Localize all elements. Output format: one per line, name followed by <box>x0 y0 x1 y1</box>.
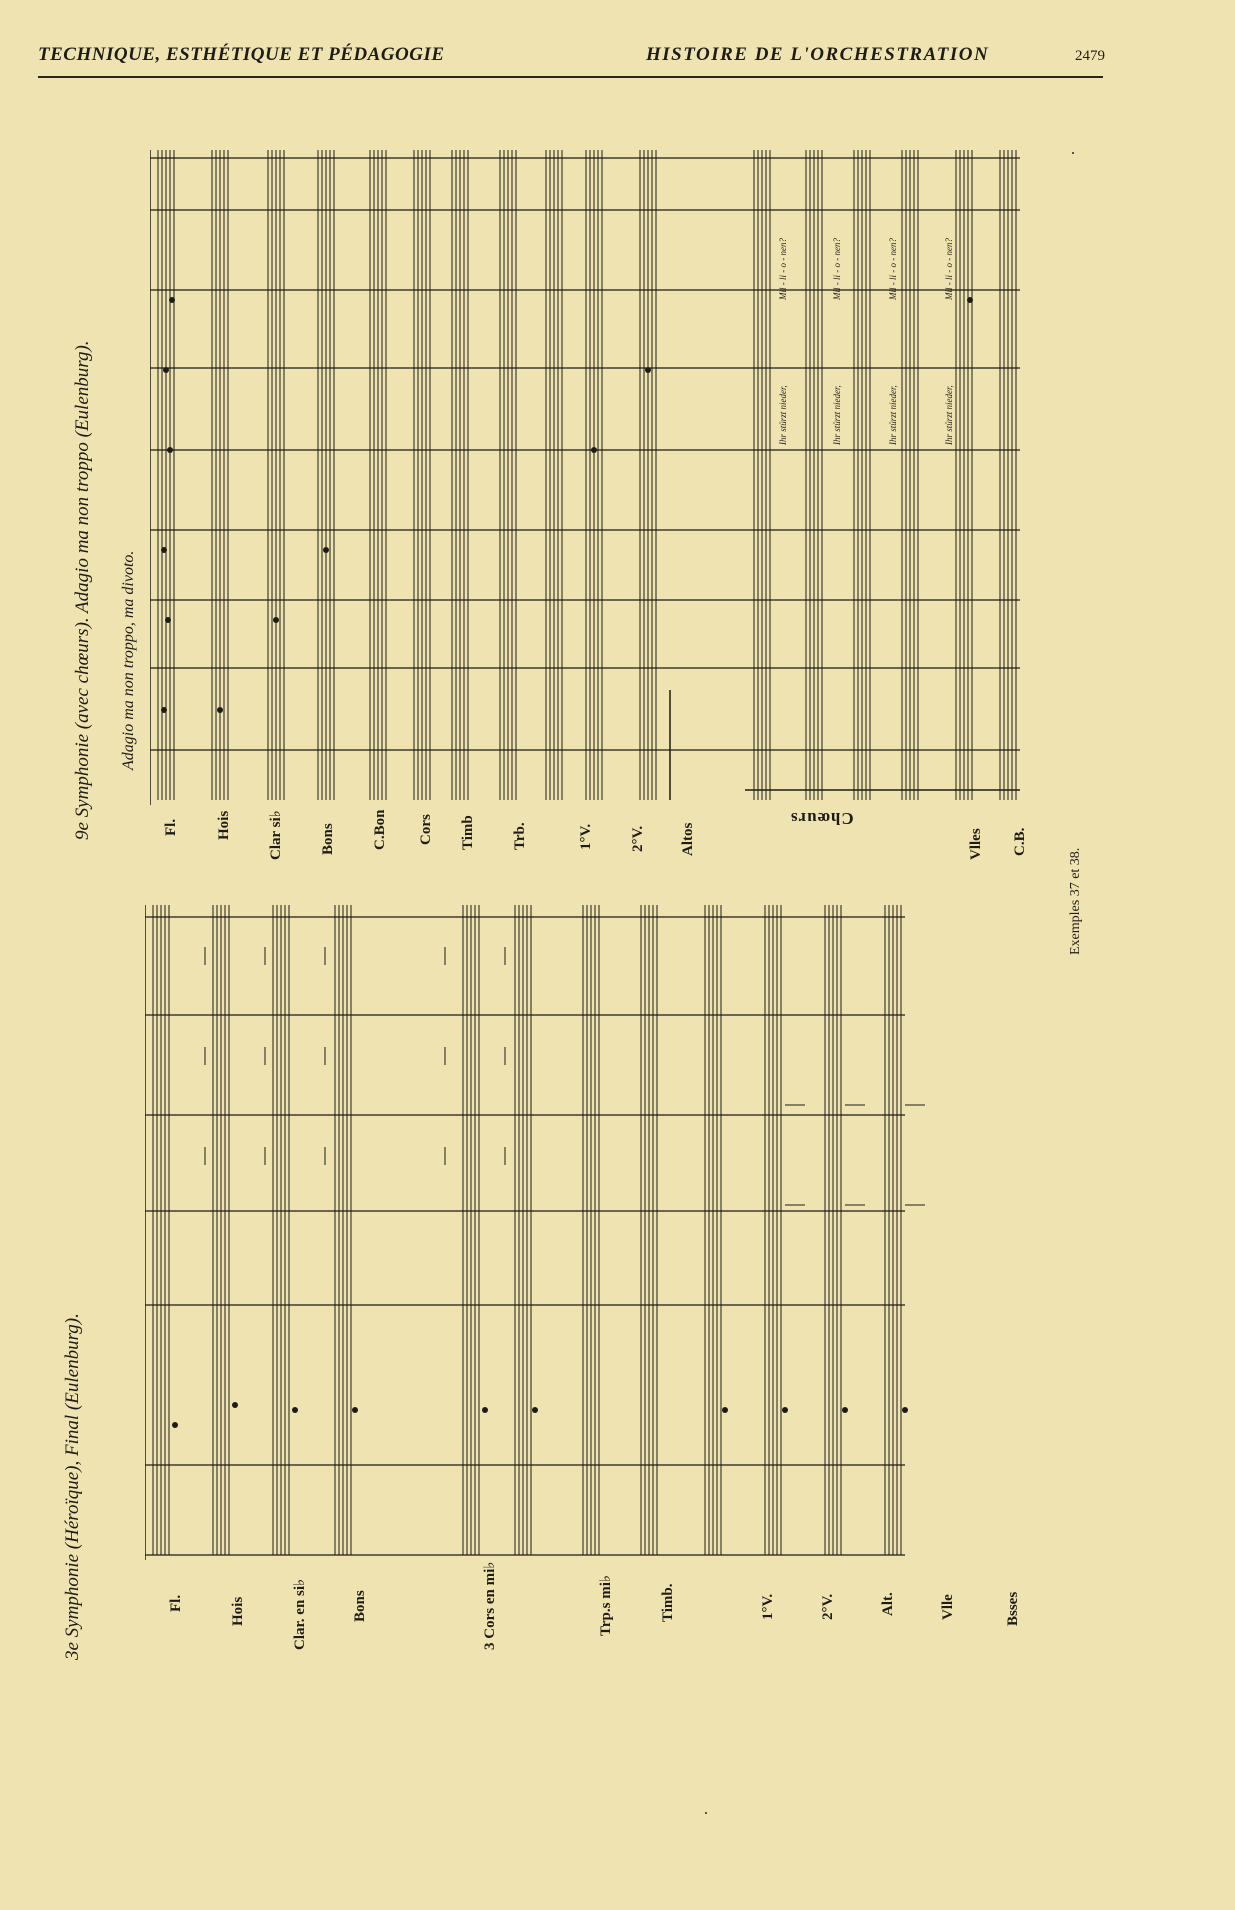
instrument-label: Fl. <box>163 818 179 836</box>
instrument-label: Vlle <box>940 1594 956 1620</box>
choir-label: Chœurs <box>790 809 854 828</box>
instrument-label: Trp.s mi♭ <box>598 1575 614 1636</box>
instrument-label: Hois <box>230 1596 246 1626</box>
instrument-label: Bsses <box>1005 1591 1021 1626</box>
lyric-text: Mil - li - o - nen? <box>778 238 788 300</box>
instrument-label: Clar. en si♭ <box>292 1578 308 1650</box>
instrument-label: Trb. <box>512 822 528 850</box>
instrument-label: Alt. <box>880 1592 896 1616</box>
page-header <box>0 0 1235 80</box>
instrument-label: Fl. <box>168 1594 184 1612</box>
instrument-label: Timb. <box>660 1583 676 1622</box>
header-rule <box>38 76 1103 78</box>
note-heads <box>161 297 973 713</box>
instrument-label: Timb <box>460 815 476 850</box>
score-example-37 <box>145 905 1045 1565</box>
example-37-caption: 3e Symphonie (Héroïque), Final (Eulenburg). <box>62 1313 83 1660</box>
rhythm-marks <box>205 947 925 1205</box>
instrument-label: Bons <box>320 823 336 855</box>
instrument-label: Hois <box>216 810 232 840</box>
instrument-label: 2°V. <box>820 1593 836 1620</box>
instrument-label: C.B. <box>1012 827 1028 856</box>
lyric-text: Ihr stürzt nieder, <box>832 385 842 445</box>
staff-lines <box>153 905 901 1555</box>
page-number: 2479 <box>1075 48 1105 64</box>
note-heads <box>172 1402 908 1428</box>
instrument-label: Clar si♭ <box>268 810 284 860</box>
header-right-title: HISTOIRE DE L'ORCHESTRATION <box>646 44 990 65</box>
instrument-label: C.Bon <box>372 809 388 850</box>
example-38-caption: 9e Symphonie (avec chœurs). Adagio ma non troppo (Eulenburg). <box>72 340 93 840</box>
instrument-label: Bons <box>352 1590 368 1622</box>
footer-caption: Exemples 37 et 38. <box>1068 847 1083 955</box>
lyric-text: Mil - li - o - nen? <box>832 238 842 300</box>
instrument-label: 2°V. <box>630 825 646 852</box>
lyric-text: Ihr stürzt nieder, <box>778 385 788 445</box>
example-38-tempo: Adagio ma non troppo, ma divoto. <box>120 550 137 770</box>
lyric-text: Ihr stürzt nieder, <box>944 385 954 445</box>
instrument-label: 1°V. <box>578 823 594 850</box>
lyric-text: Ihr stürzt nieder, <box>888 385 898 445</box>
print-speck <box>705 1812 707 1814</box>
instrument-label: Altos <box>680 822 696 856</box>
instrument-label: Cors <box>418 814 434 845</box>
instrument-label: 1°V. <box>760 1593 776 1620</box>
instrument-label: 3 Cors en mi♭ <box>482 1561 498 1650</box>
instrument-label: Vlles <box>968 828 984 860</box>
lyric-text: Mil - li - o - nen? <box>888 238 898 300</box>
print-speck <box>1072 152 1074 154</box>
header-left-title: TECHNIQUE, ESTHÉTIQUE ET PÉDAGOGIE <box>38 44 445 65</box>
lyric-text: Mil - li - o - nen? <box>944 238 954 300</box>
score-example-38 <box>150 150 1050 810</box>
